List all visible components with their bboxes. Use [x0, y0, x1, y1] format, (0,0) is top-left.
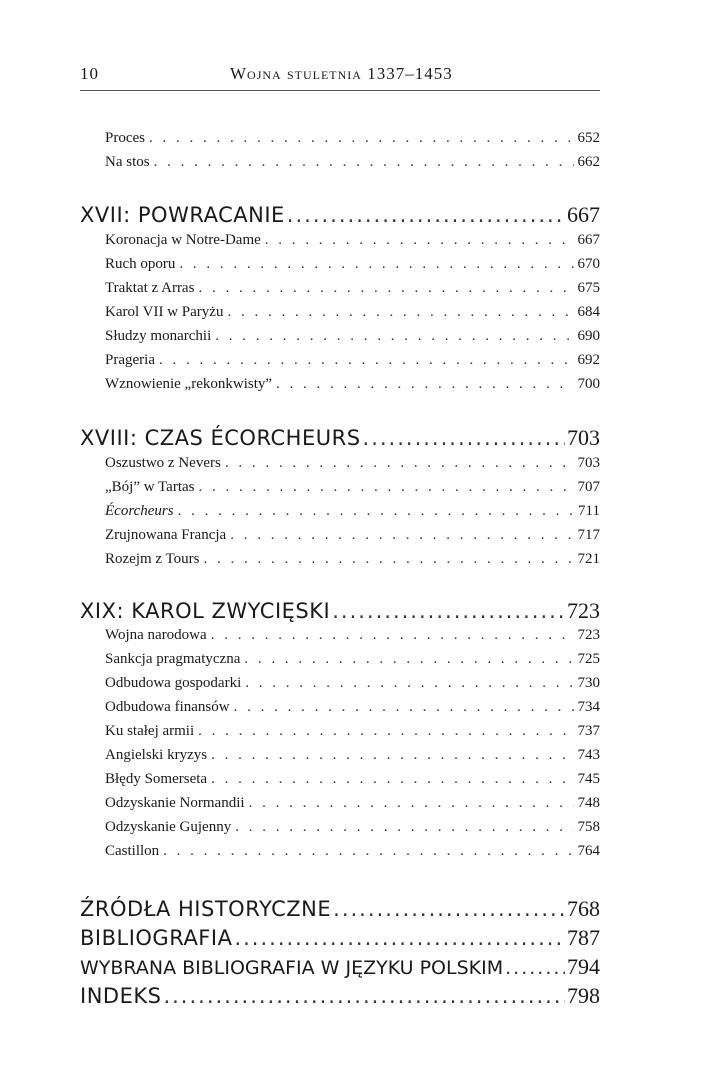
- leader-dots: [332, 599, 565, 623]
- page-number: 10: [80, 64, 99, 83]
- chapter-title: XVIII: CZAS ÉCORCHEURS: [80, 426, 361, 450]
- leader-dots: [287, 203, 565, 227]
- toc-entry-title: Słudzy monarchii: [105, 328, 212, 344]
- toc-entry: [105, 651, 600, 673]
- toc-entry: [105, 232, 600, 254]
- toc-entry-page: 764: [577, 843, 600, 859]
- toc-entry-title: Angielski kryzys: [105, 747, 208, 763]
- leader-dots: [265, 232, 574, 249]
- toc-entry: [105, 675, 600, 697]
- toc-entry-title: „Bój” w Tartas: [105, 479, 195, 495]
- toc-entry: [105, 527, 600, 549]
- leader-dots: [230, 527, 573, 544]
- toc-entry-page: 667: [577, 232, 600, 248]
- back-matter-heading: [80, 925, 600, 953]
- leader-dots: [333, 897, 565, 921]
- back-matter-heading: [80, 983, 600, 1011]
- chapter-heading: [80, 598, 600, 626]
- leader-dots: [244, 651, 573, 668]
- toc-entry-page: 758: [577, 819, 600, 835]
- toc-entry-page: 745: [577, 771, 600, 787]
- leader-dots: [211, 627, 574, 644]
- toc-entry: [105, 795, 600, 817]
- toc-entry-page: 690: [577, 328, 600, 344]
- back-matter-heading: [80, 954, 600, 982]
- leader-dots: [198, 479, 573, 496]
- toc-entry-page: 652: [577, 130, 600, 146]
- leader-dots: [249, 795, 574, 812]
- chapter-heading: [80, 202, 600, 230]
- table-of-contents: [80, 0, 600, 1080]
- leader-dots: [211, 747, 573, 764]
- chapter-title: XVII: POWRACANIE: [80, 203, 285, 227]
- toc-entry-page: 743: [577, 747, 600, 763]
- back-matter-title: ŹRÓDŁA HISTORYCZNE: [80, 897, 332, 921]
- chapter-page: 667: [567, 202, 600, 227]
- toc-entry-title: Na stos: [105, 154, 150, 170]
- toc-entry-title: Koronacja w Notre-Dame: [105, 232, 261, 248]
- toc-entry-title: Odzyskanie Normandii: [105, 795, 245, 811]
- leader-dots: [234, 926, 565, 950]
- leader-dots: [245, 675, 573, 692]
- toc-entry-page: 711: [578, 503, 600, 519]
- toc-entry-title: Karol VII w Paryżu: [105, 304, 224, 320]
- leader-dots: [215, 328, 573, 345]
- back-matter-page: 787: [567, 925, 600, 950]
- toc-entry-page: 734: [577, 699, 600, 715]
- toc-entry-page: 721: [577, 551, 600, 567]
- toc-entry-page: 703: [577, 455, 600, 471]
- back-matter-page: 768: [567, 896, 600, 921]
- leader-dots: [227, 304, 573, 321]
- toc-entry: [105, 376, 600, 398]
- toc-entry: [105, 699, 600, 721]
- leader-dots: [235, 819, 573, 836]
- toc-entry-page: 737: [577, 723, 600, 739]
- toc-entry-title: Traktat z Arras: [105, 280, 195, 296]
- toc-entry-page: 700: [577, 376, 600, 392]
- toc-entry-title: Odbudowa gospodarki: [105, 675, 242, 691]
- toc-entry-title: Ku stałej armii: [105, 723, 195, 739]
- leader-dots: [363, 426, 565, 450]
- leader-dots: [149, 130, 574, 147]
- toc-entry: [105, 503, 600, 525]
- chapter-page: 703: [567, 425, 600, 450]
- toc-entry-page: 692: [577, 352, 600, 368]
- toc-entry-page: 707: [577, 479, 600, 495]
- chapter-title: XIX: KAROL ZWYCIĘSKI: [80, 599, 331, 623]
- leader-dots: [211, 771, 573, 788]
- leader-dots: [198, 280, 573, 297]
- toc-entry-title: Błędy Somerseta: [105, 771, 208, 787]
- leader-dots: [225, 455, 574, 472]
- leader-dots: [163, 843, 573, 860]
- toc-entry: [105, 479, 600, 501]
- toc-entry-page: 748: [577, 795, 600, 811]
- chapter-page: 723: [567, 598, 600, 623]
- toc-entry: [105, 328, 600, 350]
- toc-entry-title: Rozejm z Tours: [105, 551, 200, 567]
- toc-entry: [105, 455, 600, 477]
- back-matter-title: WYBRANA BIBLIOGRAFIA W JĘZYKU POLSKIM: [80, 957, 504, 979]
- toc-entry-page: 675: [577, 280, 600, 296]
- toc-entry: [105, 627, 600, 649]
- toc-entry-title: Oszustwo z Nevers: [105, 455, 221, 471]
- leader-dots: [204, 551, 574, 568]
- leader-dots: [505, 957, 565, 979]
- toc-entry-page: 670: [577, 256, 600, 272]
- toc-entry-title: Odbudowa finansów: [105, 699, 230, 715]
- toc-entry-page: 725: [577, 651, 600, 667]
- toc-entry: [105, 154, 600, 176]
- toc-entry-title: Castillon: [105, 843, 160, 859]
- toc-entry: [105, 551, 600, 573]
- back-matter-title: BIBLIOGRAFIA: [80, 926, 233, 950]
- toc-entry: [105, 280, 600, 302]
- toc-entry-title: Wznowienie „rekonkwisty”: [105, 376, 273, 392]
- leader-dots: [178, 503, 574, 520]
- toc-entry-title: Ruch oporu: [105, 256, 176, 272]
- toc-entry: [105, 352, 600, 374]
- leader-dots: [276, 376, 573, 393]
- toc-entry: [105, 843, 600, 865]
- toc-entry-title: Wojna narodowa: [105, 627, 207, 643]
- toc-entry: [105, 747, 600, 769]
- leader-dots: [154, 154, 574, 171]
- leader-dots: [198, 723, 573, 740]
- chapter-heading: [80, 425, 600, 453]
- toc-entry-page: 684: [577, 304, 600, 320]
- running-title: Wojna stuletnia 1337–1453: [230, 64, 453, 83]
- back-matter-title: INDEKS: [80, 984, 162, 1008]
- back-matter-page: 798: [567, 983, 600, 1008]
- toc-entry: [105, 723, 600, 745]
- toc-entry-page: 662: [577, 154, 600, 170]
- toc-entry-title: Odzyskanie Gujenny: [105, 819, 232, 835]
- toc-entry-page: 730: [577, 675, 600, 691]
- toc-entry-title: Zrujnowana Francja: [105, 527, 227, 543]
- toc-entry: [105, 256, 600, 278]
- toc-entry-page: 723: [577, 627, 600, 643]
- toc-entry-title: Écorcheurs: [105, 503, 174, 519]
- toc-entry-page: 717: [577, 527, 600, 543]
- toc-entry: [105, 819, 600, 841]
- leader-dots: [179, 256, 573, 273]
- toc-entry-title: Proces: [105, 130, 145, 146]
- toc-entry: [105, 130, 600, 152]
- leader-dots: [163, 984, 565, 1008]
- toc-entry: [105, 771, 600, 793]
- toc-entry-title: Prageria: [105, 352, 155, 368]
- back-matter-page: 794: [567, 954, 600, 979]
- leader-dots: [159, 352, 574, 369]
- back-matter-heading: [80, 896, 600, 924]
- leader-dots: [234, 699, 574, 716]
- toc-entry-title: Sankcja pragmatyczna: [105, 651, 241, 667]
- toc-entry: [105, 304, 600, 326]
